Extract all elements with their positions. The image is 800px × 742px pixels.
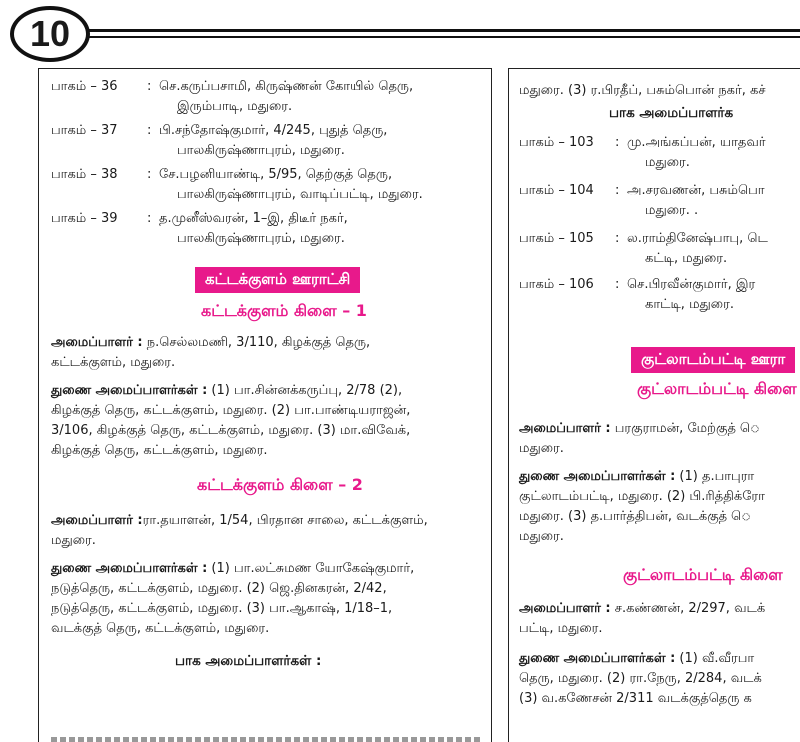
deputy-line <box>519 467 754 487</box>
section-subheading: பாக அமைப்பாளர்க <box>609 105 734 121</box>
deputy-line <box>519 649 754 669</box>
organizer-text: பரகுராமன், மேற்குத் ெ <box>610 421 760 436</box>
deputy-line <box>51 381 402 401</box>
organizer-line: மதுரை. <box>51 533 96 548</box>
branch-heading: குட்லாடம்பட்டி கிளை <box>623 565 783 584</box>
branch-heading: கட்டக்குளம் கிளை – 2 <box>197 475 363 494</box>
booth-line2: காட்டி, மதுரை. <box>645 297 734 312</box>
page-number: 10 <box>29 13 71 54</box>
organizer-line: கட்டக்குளம், மதுரை. <box>51 355 176 370</box>
booth-line1: பி.சந்தோஷ்குமார், 4/245, புதுத் தெரு, <box>159 123 388 138</box>
continued-line: மதுரை. (3) ர.பிரதீப், பசும்பொன் நகர், கச் <box>519 83 766 98</box>
organizer-label: அமைப்பாளர் : <box>519 601 611 616</box>
panchayat-banner: குட்லாடம்பட்டி ஊரா <box>631 347 795 373</box>
deputy-label: துணை அமைப்பாளர்கள் : <box>519 651 676 666</box>
section-subheading: பாக அமைப்பாளர்கள் : <box>175 653 322 669</box>
right-column <box>508 68 800 742</box>
deputy-label: துணை அமைப்பாளர்கள் : <box>51 561 208 576</box>
organizer-line: மதுரை. <box>519 441 564 456</box>
deputy-label: துணை அமைப்பாளர்கள் : <box>519 469 676 484</box>
booth-line2: மதுரை. <box>645 155 690 170</box>
organizer-line <box>519 599 765 619</box>
booth-label: பாகம் – 105 <box>519 231 594 246</box>
organizer-line <box>519 419 760 439</box>
booth-label: பாகம் – 104 <box>519 183 594 198</box>
booth-line1: மு.அங்கப்பன், யாதவர் <box>627 135 766 150</box>
booth-line2: மதுரை. . <box>645 203 699 218</box>
panchayat-banner: கட்டக்குளம் ஊராட்சி <box>195 267 360 293</box>
deputy-line <box>51 559 414 579</box>
deputy-line: கிழக்குத் தெரு, கட்டக்குளம், மதுரை. (2) பா.பாண்டியராஜன், <box>51 403 411 418</box>
organizer-text: ந.செல்லமணி, 3/110, கிழக்குத் தெரு, <box>142 335 371 350</box>
deputy-line: 3/106, கிழக்குத் தெரு, கட்டக்குளம், மதுரை. (3) மா.விவேக், <box>51 423 411 438</box>
booth-label: பாகம் – 103 <box>519 135 594 150</box>
booth-line1: ல.ராம்தினேஷ்பாபு, டெ <box>627 231 768 246</box>
colon: : <box>615 183 620 198</box>
booth-label: பாகம் – 39 <box>51 211 118 226</box>
organizer-line <box>51 511 428 531</box>
deputy-text: (1) பா.சின்னக்கருப்பு, 2/78 (2), <box>207 383 403 398</box>
organizer-line <box>51 333 370 353</box>
deputy-text: (1) த.பாபுரா <box>675 469 755 484</box>
organizer-label: அமைப்பாளர் : <box>51 513 143 528</box>
booth-line2: இரும்பாடி, மதுரை. <box>177 99 293 114</box>
deputy-line: தெரு, மதுரை. (2) ரா.நேரு, 2/284, வடக் <box>519 671 762 686</box>
branch-heading: கட்டக்குளம் கிளை – 1 <box>201 301 367 320</box>
header-rule-bottom <box>80 36 800 38</box>
organizer-label: அமைப்பாளர் : <box>519 421 611 436</box>
deputy-line: (3) வ.கணேசன் 2/311 வடக்குத்தெரு க <box>519 691 752 706</box>
header-rule-top <box>80 29 800 32</box>
deputy-line: நடுத்தெரு, கட்டக்குளம், மதுரை. (2) ஜெ.தினகரன், 2/42, <box>51 581 387 596</box>
page-number-badge <box>10 6 90 62</box>
colon: : <box>147 211 152 226</box>
booth-line1: அ.சரவணன், பசும்பொ <box>627 183 765 198</box>
cut-off-text-line <box>51 737 481 742</box>
deputy-text: (1) வீ.வீரபா <box>675 651 755 666</box>
deputy-line: நடுத்தெரு, கட்டக்குளம், மதுரை. (3) பா.ஆகாஷ், 1/18–1, <box>51 601 393 616</box>
colon: : <box>147 79 152 94</box>
deputy-line: மதுரை. <box>519 529 564 544</box>
booth-label: பாகம் – 106 <box>519 277 594 292</box>
booth-label: பாகம் – 37 <box>51 123 118 138</box>
organizer-label: அமைப்பாளர் : <box>51 335 143 350</box>
booth-line1: செ.பிரவீன்குமார், இர <box>627 277 756 292</box>
left-column <box>38 68 492 742</box>
colon: : <box>615 135 620 150</box>
deputy-line: வடக்குத் தெரு, கட்டக்குளம், மதுரை. <box>51 621 270 636</box>
booth-line1: செ.கருப்பசாமி, கிருஷ்ணன் கோயில் தெரு, <box>159 79 414 94</box>
colon: : <box>147 123 152 138</box>
booth-label: பாகம் – 38 <box>51 167 118 182</box>
colon: : <box>147 167 152 182</box>
organizer-text: ச.கண்ணன், 2/297, வடக் <box>610 601 766 616</box>
organizer-text: ரா.தயாளன், 1/54, பிரதான சாலை, கட்டக்குளம், <box>142 513 428 528</box>
booth-line1: த.முனீஸ்வரன், 1–இ, திடீர் நகர், <box>159 211 348 226</box>
booth-line2: கட்டி, மதுரை. <box>645 251 728 266</box>
deputy-line: குட்லாடம்பட்டி, மதுரை. (2) பி.ரித்திக்ரோ <box>519 489 765 504</box>
deputy-text: (1) பா.லட்சுமண யோகேஷ்குமார், <box>207 561 415 576</box>
organizer-line: பட்டி, மதுரை. <box>519 621 603 636</box>
deputy-line: மதுரை. (3) த.பார்த்திபன், வடக்குத் ெ <box>519 509 752 524</box>
booth-line1: சே.பழனியாண்டி, 5/95, தெற்குத் தெரு, <box>159 167 393 182</box>
colon: : <box>615 231 620 246</box>
booth-line2: பாலகிருஷ்ணாபுரம், மதுரை. <box>177 143 345 158</box>
deputy-line: கிழக்குத் தெரு, கட்டக்குளம், மதுரை. <box>51 443 268 458</box>
deputy-label: துணை அமைப்பாளர்கள் : <box>51 383 208 398</box>
booth-line2: பாலகிருஷ்ணாபுரம், மதுரை. <box>177 231 345 246</box>
booth-label: பாகம் – 36 <box>51 79 118 94</box>
branch-heading: குட்லாடம்பட்டி கிளை <box>637 379 797 398</box>
colon: : <box>615 277 620 292</box>
booth-line2: பாலகிருஷ்ணாபுரம், வாடிப்பட்டி, மதுரை. <box>177 187 423 202</box>
